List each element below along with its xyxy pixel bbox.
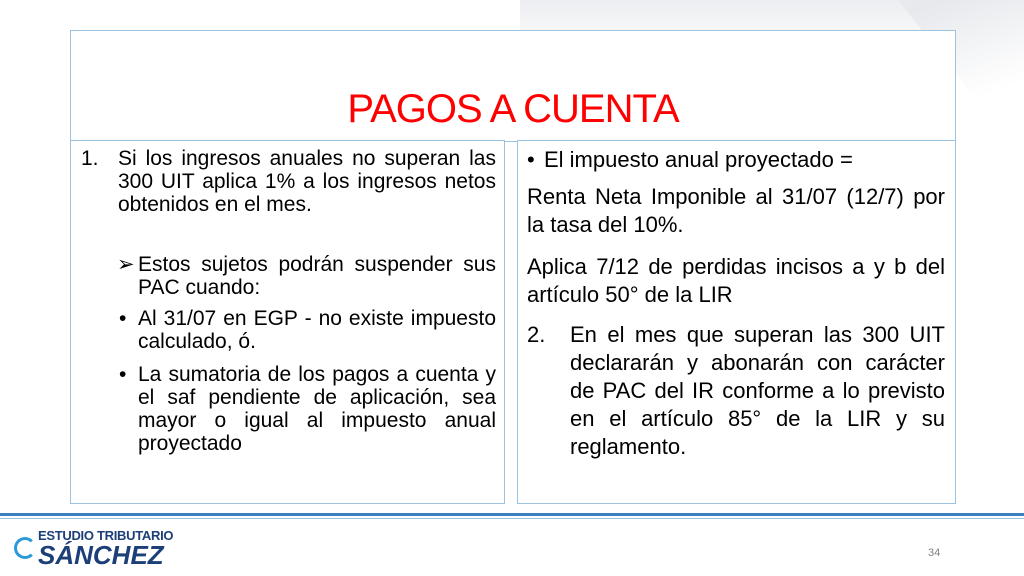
footer-divider-thin [0, 518, 1024, 519]
bullet-icon: • [119, 307, 127, 330]
paragraph-renta-neta: Renta Neta Imponible al 31/07 (12/7) por la tasa del 10%. [527, 184, 945, 237]
logo-name: SÁNCHEZ [38, 540, 164, 570]
bullet-icon: • [527, 147, 535, 172]
item1-number: 1. [81, 147, 99, 170]
bullet-item-1: Al 31/07 en EGP - no existe impuesto calculado, ó. [138, 307, 496, 353]
arrow-bullet-icon: ➢ [117, 253, 135, 276]
page-number: 34 [928, 547, 941, 559]
slide-title: PAGOS A CUENTA [347, 87, 679, 131]
footer-divider [0, 513, 1024, 516]
globe-swirl-icon [14, 537, 36, 559]
title-box [70, 30, 956, 142]
right-content-panel [517, 140, 956, 504]
arrow-item-text: Estos sujetos podrán suspender sus PAC cuando: [138, 253, 496, 299]
bullet-item-2: La sumatoria de los pagos a cuenta y el saf pendiente de aplicación, sea mayor o igual al impuesto anual proyectado [138, 363, 496, 455]
paragraph-aplica: Aplica 7/12 de perdidas incisos a y b del artículo 50° de la LIR [527, 254, 945, 307]
item1-text: Si los ingresos anuales no superan las 300 UIT aplica 1% a los ingresos netos obtenidos en el mes. [118, 147, 496, 216]
bullet-icon: • [119, 363, 127, 386]
item2-text: En el mes que superan las 300 UIT declararán y abonarán con carácter de PAC del IR conforme a lo previsto en el artículo 85° de la LIR y su reglamento. [570, 322, 945, 459]
projected-tax-heading: El impuesto anual proyectado = [544, 147, 853, 172]
left-content-panel [70, 140, 505, 504]
logo-subtitle: ESTUDIO TRIBUTARIO [38, 528, 174, 543]
item2-number: 2. [527, 322, 546, 347]
